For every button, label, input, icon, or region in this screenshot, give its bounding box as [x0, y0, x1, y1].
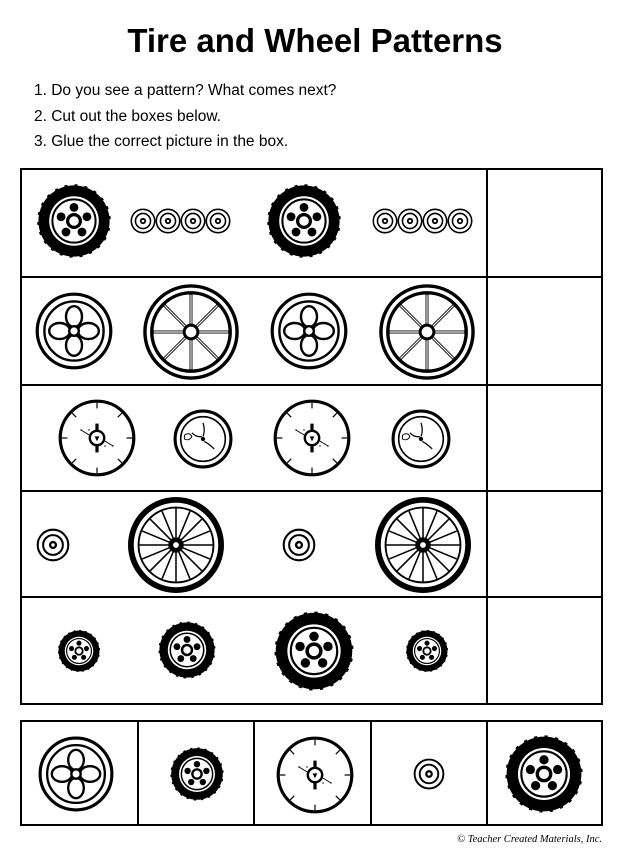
answer-box-4[interactable]: [486, 492, 601, 596]
flower-hubcap-wheel-icon: [269, 291, 349, 371]
small-tread-tire-icon: [404, 628, 450, 674]
pattern-row-5: [22, 598, 601, 703]
spoked-wheel-icon: [378, 283, 476, 381]
pattern-row-1: [22, 170, 601, 278]
cart-wheel-icon: [272, 398, 352, 478]
tiny-tire-icon: [282, 528, 316, 562]
cutout-piece-5[interactable]: [488, 722, 601, 824]
tire-with-tread-icon: [264, 181, 344, 261]
toy-wheel-icon: [172, 408, 234, 470]
cutout-strip: [20, 720, 603, 826]
tiny-tire-icon: [36, 528, 70, 562]
instruction-2: 2. Cut out the boxes below.: [34, 107, 221, 125]
answer-box-3[interactable]: [486, 386, 601, 490]
flower-hubcap-wheel-icon: [37, 735, 115, 813]
large-tread-tire-icon: [271, 608, 357, 694]
answer-box-2[interactable]: [486, 278, 601, 384]
mini-wheel-icon: [155, 208, 181, 234]
mini-wheel-icon: [422, 208, 448, 234]
toy-wheel-icon: [390, 408, 452, 470]
mini-wheel-icon: [130, 208, 156, 234]
small-tread-tire-icon: [56, 628, 102, 674]
mini-wheel-icon: [205, 208, 231, 234]
tire-with-tread-icon: [502, 732, 586, 816]
bicycle-wheel-icon: [375, 497, 471, 593]
tire-with-tread-icon: [34, 181, 114, 261]
answer-box-1[interactable]: [486, 170, 601, 276]
instruction-1: 1. Do you see a pattern? What comes next?: [34, 82, 337, 99]
small-wheel-row-icon: [372, 208, 472, 236]
small-wheel-row-icon: [130, 208, 230, 236]
tiny-tire-icon: [413, 758, 445, 790]
copyright-notice: © Teacher Created Materials, Inc.: [457, 834, 602, 845]
pattern-row-3: [22, 386, 601, 492]
cutout-piece-3[interactable]: [255, 722, 372, 824]
instructions-list: [34, 80, 336, 157]
mini-wheel-icon: [180, 208, 206, 234]
instruction-3: 3. Glue the correct picture in the box.: [34, 133, 289, 150]
pattern-grid: [20, 168, 603, 705]
pattern-row-4: [22, 492, 601, 598]
cutout-piece-1[interactable]: [22, 722, 139, 824]
medium-tread-tire-icon: [156, 619, 218, 681]
page-title: Tire and Wheel Patterns: [127, 22, 503, 59]
cutout-piece-2[interactable]: [139, 722, 255, 824]
mini-wheel-icon: [397, 208, 423, 234]
mini-wheel-icon: [447, 208, 473, 234]
small-tread-tire-icon: [168, 745, 226, 803]
answer-box-5[interactable]: [486, 598, 601, 703]
bicycle-wheel-icon: [128, 497, 224, 593]
cutout-piece-4[interactable]: [372, 722, 488, 824]
flower-hubcap-wheel-icon: [34, 291, 114, 371]
pattern-row-2: [22, 278, 601, 386]
mini-wheel-icon: [372, 208, 398, 234]
cart-wheel-icon: [57, 398, 137, 478]
cart-wheel-icon: [275, 735, 355, 815]
spoked-wheel-icon: [142, 283, 240, 381]
